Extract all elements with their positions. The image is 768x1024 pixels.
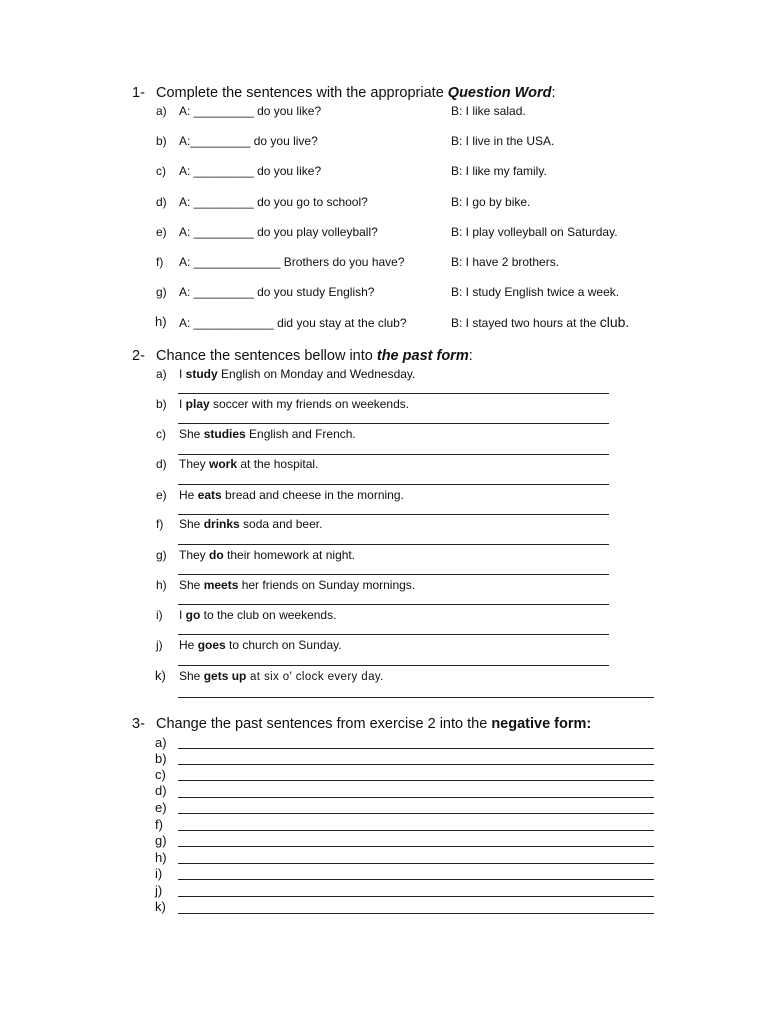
s2-sentence: I study English on Monday and Wednesday. — [179, 367, 416, 381]
s1-letter: b) — [156, 134, 167, 148]
s2-letter: e) — [156, 488, 167, 502]
section2-title: Chance the sentences bellow into the past form: — [156, 348, 473, 364]
section3-emphasis: negative form: — [491, 716, 592, 732]
s1-answer: B: I play volleyball on Saturday. — [451, 225, 618, 239]
s3-letter: e) — [155, 800, 167, 815]
answer-line[interactable] — [178, 813, 654, 814]
s2-letter: d) — [156, 457, 167, 471]
s3-letter: h) — [155, 850, 167, 865]
s2-letter: k) — [155, 668, 166, 683]
s1-letter: h) — [155, 314, 167, 329]
s1-answer: B: I have 2 brothers. — [451, 255, 560, 269]
s3-letter: f) — [155, 817, 163, 832]
section2-emphasis: the past form — [376, 348, 469, 364]
s2-letter: a) — [156, 367, 167, 381]
s3-letter: i) — [155, 866, 163, 881]
answer-line[interactable] — [178, 665, 609, 666]
s1-question: A: _________ do you play volleyball? — [179, 225, 378, 239]
s3-letter: j) — [155, 883, 163, 898]
s2-sentence: He eats bread and cheese in the morning. — [179, 488, 404, 502]
s3-letter: c) — [155, 767, 166, 782]
s3-letter: d) — [155, 783, 167, 798]
s3-letter: a) — [155, 735, 167, 750]
s2-sentence: She drinks soda and beer. — [179, 517, 323, 531]
s1-question: A: _________ do you study English? — [179, 285, 375, 299]
section3-number: 3- — [132, 716, 145, 732]
s1-answer: B: I go by bike. — [451, 195, 531, 209]
answer-line[interactable] — [178, 697, 654, 698]
s3-letter: b) — [155, 751, 167, 766]
s2-letter: j) — [156, 638, 163, 652]
s3-letter: k) — [155, 899, 166, 914]
answer-line[interactable] — [178, 514, 609, 515]
answer-line[interactable] — [178, 764, 654, 765]
answer-line[interactable] — [178, 896, 654, 897]
s2-sentence: She meets her friends on Sunday mornings. — [179, 578, 416, 592]
s2-sentence: I go to the club on weekends. — [179, 608, 337, 622]
s1-question: A: _________ do you like? — [179, 164, 322, 178]
answer-line[interactable] — [178, 604, 609, 605]
section1-emphasis: Question Word — [447, 85, 552, 101]
s1-letter: e) — [156, 225, 167, 239]
answer-line[interactable] — [178, 544, 609, 545]
answer-line[interactable] — [178, 830, 654, 831]
s1-letter: d) — [156, 195, 167, 209]
s2-sentence: She gets up at six o' clock every day. — [179, 669, 384, 683]
s1-letter: g) — [156, 285, 167, 299]
s2-sentence: They do their homework at night. — [179, 548, 356, 562]
section1-number: 1- — [132, 85, 145, 101]
answer-line[interactable] — [178, 780, 654, 781]
s1-letter: f) — [156, 255, 164, 269]
s1-question: A: _____________ Brothers do you have? — [179, 255, 405, 269]
answer-line[interactable] — [178, 863, 654, 864]
answer-line[interactable] — [178, 484, 609, 485]
s2-sentence: I play soccer with my friends on weekends. — [179, 397, 410, 411]
answer-line[interactable] — [178, 393, 609, 394]
s2-sentence: She studies English and French. — [179, 427, 356, 441]
section3-title: Change the past sentences from exercise 2 into the negative form: — [156, 716, 592, 732]
s2-letter: c) — [156, 427, 166, 441]
answer-line[interactable] — [178, 748, 654, 749]
section1-title: Complete the sentences with the appropriate Question Word: — [156, 85, 556, 101]
answer-line[interactable] — [178, 423, 609, 424]
s2-sentence: He goes to church on Sunday. — [179, 638, 342, 652]
s2-letter: f) — [156, 517, 164, 531]
answer-line[interactable] — [178, 913, 654, 914]
s2-letter: i) — [156, 608, 163, 622]
s1-answer: B: I live in the USA. — [451, 134, 555, 148]
s1-question: A:_________ do you live? — [179, 134, 318, 148]
answer-line[interactable] — [178, 634, 609, 635]
s1-answer: B: I like salad. — [451, 104, 526, 118]
s1-answer: B: I study English twice a week. — [451, 285, 620, 299]
s2-letter: h) — [156, 578, 167, 592]
answer-line[interactable] — [178, 846, 654, 847]
s1-question: A: _________ do you like? — [179, 104, 322, 118]
s1-answer: B: I like my family. — [451, 164, 547, 178]
answer-line[interactable] — [178, 879, 654, 880]
s1-letter: c) — [156, 164, 166, 178]
s2-letter: b) — [156, 397, 167, 411]
s2-letter: g) — [156, 548, 167, 562]
answer-line[interactable] — [178, 797, 654, 798]
answer-line[interactable] — [178, 574, 609, 575]
section2-number: 2- — [132, 348, 145, 364]
answer-line[interactable] — [178, 454, 609, 455]
s1-letter: a) — [156, 104, 167, 118]
s1-answer: B: I stayed two hours at the club. — [451, 314, 630, 330]
s1-question: A: _________ do you go to school? — [179, 195, 368, 209]
s1-question: A: ____________ did you stay at the club? — [179, 316, 407, 330]
s2-sentence: They work at the hospital. — [179, 457, 319, 471]
s3-letter: g) — [155, 833, 167, 848]
